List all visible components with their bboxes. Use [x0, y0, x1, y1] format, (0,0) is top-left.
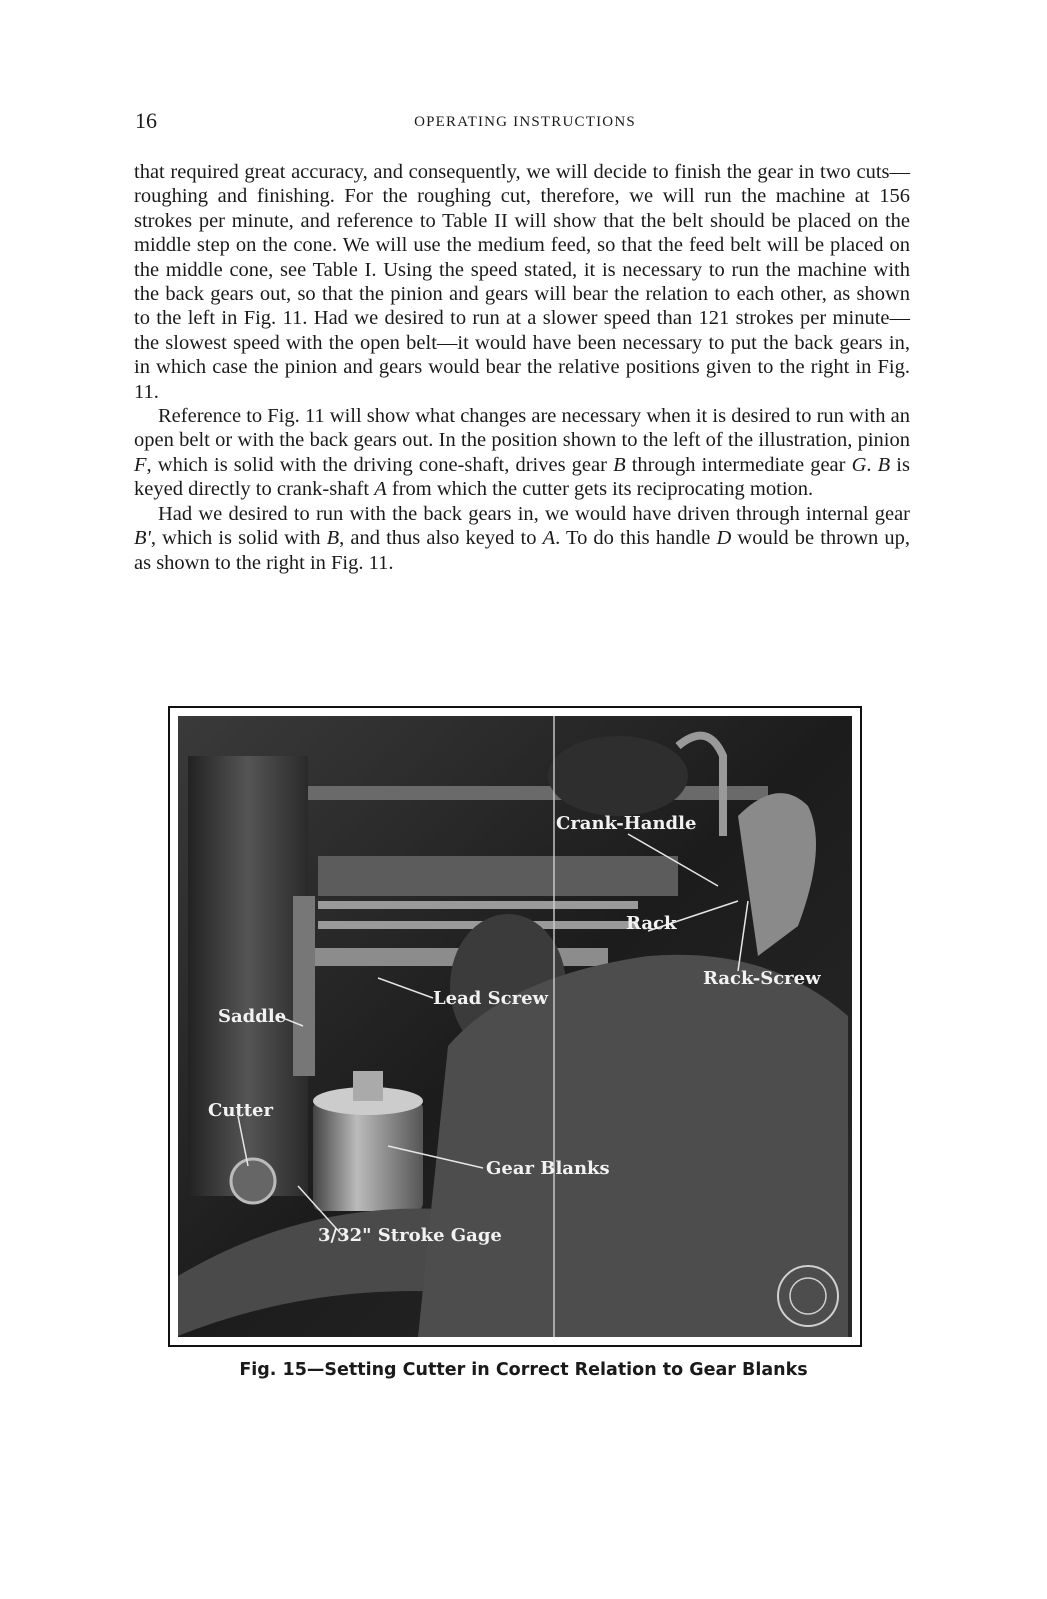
paragraph-2: Reference to Fig. 11 will show what changes are necessary when it is desired to run with an open belt or with the back gears out. In the position shown to the left of the illustration, pinion F, which is solid with the driving cone-shaft, drives gear B through intermediate gear G. B is keyed directly to crank-shaft A from which the cutter gets its reciprocating motion.: [134, 405, 910, 501]
label-cutter: Cutter: [208, 1100, 273, 1121]
gear-blanks: [313, 1101, 423, 1211]
machine-bed: [318, 856, 678, 896]
upper-rod: [308, 786, 768, 800]
label-saddle: Saddle: [218, 1006, 287, 1027]
running-head: OPERATING INSTRUCTIONS: [414, 114, 636, 130]
saddle-column: [188, 756, 308, 1196]
label-stroke-gage: 3/32" Stroke Gage: [318, 1225, 502, 1246]
cutter: [231, 1159, 275, 1203]
label-rack: Rack: [626, 913, 677, 934]
body-text: [134, 160, 910, 575]
paragraph-3: Had we desired to run with the back gears in, we would have driven through internal gear B', which is solid with B, and thus also keyed to A. To do this handle D would be thrown up, as shown to the right in Fig. 11.: [134, 502, 910, 574]
label-crank-handle: Crank-Handle: [556, 813, 697, 834]
page-header: [135, 108, 915, 138]
figure-caption: Fig. 15—Setting Cutter in Correct Relation to Gear Blanks: [239, 1360, 808, 1380]
label-rack-screw: Rack-Screw: [703, 968, 821, 989]
paragraph-1: that required great accuracy, and consequently, we will decide to finish the gear in two cuts—roughing and finishing. For the roughing cut, therefore, we will run the machine at 156 strokes per minute, and reference to Table II will show that the belt should be placed on the middle step on the cone. We will use the medium feed, so that the feed belt will be placed on the middle cone, see Table I. Using the speed stated, it is necessary to run the machine with the back gears out, so that the pinion and gears will bear the relation to each other, as shown to the left in Fig. 11. Had we desired to run at a slower speed than 121 strokes per minute—the slowest speed with the open belt—it would have been necessary to put the back gears in, in which case the pinion and gears would bear the relative positions given to the right in Fig. 11.: [134, 161, 910, 403]
page-number: 16: [135, 108, 157, 133]
motor-housing: [548, 736, 688, 816]
label-gear-blanks: Gear Blanks: [486, 1158, 610, 1179]
label-lead-screw: Lead Screw: [433, 988, 549, 1009]
figure-photo: [178, 716, 852, 1337]
figure-15: [168, 706, 862, 1347]
